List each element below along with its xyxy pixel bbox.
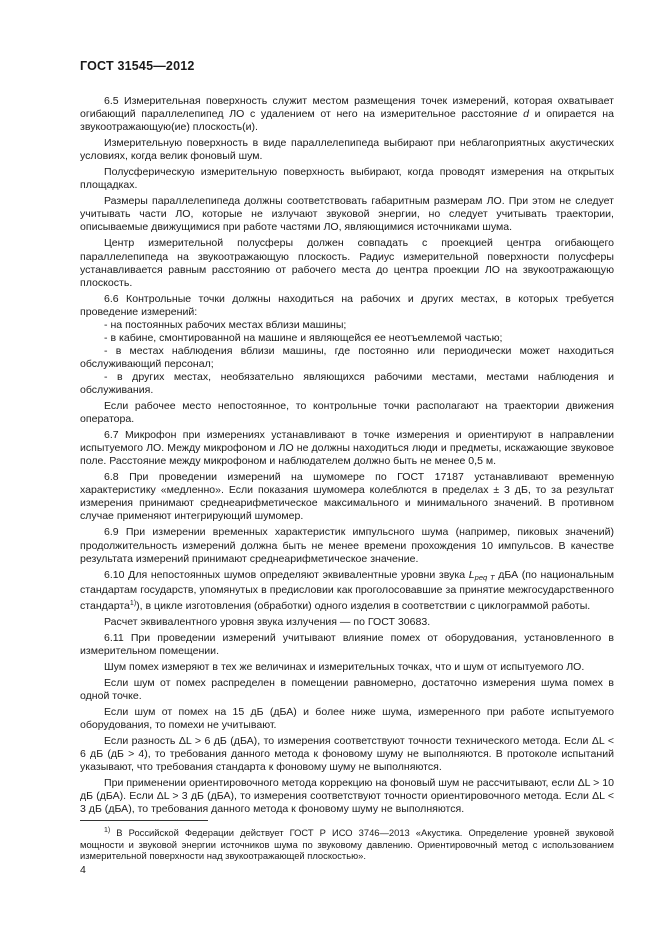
paragraph-6-9: 6.9 При измерении временных характеристик импульсного шума (например, пиковых значений) продолжительность измерений должна быть не менее времени прохождения 10 импульсов. В качестве результата измерений принимают среднеарифметическое значение. [80,526,614,565]
footnote-ref: 1) [129,599,137,607]
body-text [80,95,614,816]
list-item: - в местах наблюдения вблизи машины, где постоянно или периодически может находиться обслуживающий персонал; [80,344,614,370]
list-item: - в кабине, смонтированной на машине и являющейся ее неотъемлемой частью; [104,331,503,344]
standard-header: ГОСТ 31545—2012 [80,59,195,73]
paragraph: Центр измерительной полусферы должен совпадать с проекцией центра огибающего параллелепипеда на звукоотражающую плоскость. Радиус измерительной поверхности полусферы устанавливается равным расстоянию от рабочего места до центра проекции ЛО на звукоотражающую плоскость. [80,237,614,289]
paragraph-6-10: 6.10 Для непостоянных шумов определяют эквивалентные уровни звука $L_{peq T}$ дБА (по национальным стандартам государств, упомянутых в предисловии как проголосовавшие за принятие межгосударственного стандарта$^{1)}$), в цикле изготовления (обработки) одного изделия в соответствии с циклограммой работы. [80,568,615,612]
paragraph-6-6: 6.6 Контрольные точки должны находиться на рабочих и других местах, в которых требуется проведение измерений: [80,292,614,318]
footnote-divider [80,820,208,821]
page-number: 4 [80,864,86,876]
paragraph: При применении ориентировочного метода коррекцию на фоновый шум не рассчитывают, если ΔL > 10 дБ (дБА). Если ΔL > 3 дБ (дБА), то измерения соответствуют точности ориентировочного метода. Если ΔL < 3 дБ (дБА), то требования данного метода к фоновому шуму не выполняются. [80,777,614,816]
paragraph: Если разность ΔL > 6 дБ (дБА), то измерения соответствуют точности технического метода. Если ΔL < 6 дБ (дБ > 4), то требования данного метода к фоновому шуму не выполняются. В протоколе испытаний указывают, что требования стандарта к фоновому шуму не выполняются. [80,735,614,774]
paragraph-6-5: 6.5 Измерительная поверхность служит местом размещения точек измерений, которая охватывает огибающий параллелепипед ЛО с удалением от него на измерительное расстояние d и опирается на звукоотражающую(ие) плоскость(и). [80,95,614,134]
paragraph-6-7: 6.7 Микрофон при измерениях устанавливают в точке измерения и ориентируют в направлении испытуемого ЛО. Между микрофоном и ЛО не должны находиться люди и предметы, искажающие звуковое поле. Расстояние между микрофоном и наблюдателем должно быть не менее 0,5 м. [80,429,614,468]
paragraph: Полусферическую измерительную поверхность выбирают, когда проводят измерения на открытых площадках. [80,166,614,192]
paragraph: Размеры параллелепипеда должны соответствовать габаритным размерам ЛО. При этом не следует учитывать части ЛО, которые не излучают звуковой энергии, но следует учитывать траектории, описываемые движущимися при работе частями ЛО, являющимися источниками шума. [80,195,614,234]
paragraph: Если рабочее место непостоянное, то контрольные точки располагают на траектории движения оператора. [80,400,614,426]
footnote-marker: 1) [104,827,111,834]
paragraph: Если шум от помех распределен в помещении равномерно, достаточно измерения шума помех в одной точке. [80,676,614,702]
paragraph-6-8: 6.8 При проведении измерений на шумомере по ГОСТ 17187 устанавливают временную характеристику «медленно». Если показания шумомера колеблются в пределах ± 3 дБ, то за результат измерения принимают среднеарифметическое максимального и минимального значений. В противном случае применяют интегрирующий шумомер. [80,471,614,523]
footnote [80,825,614,862]
footnote-text: В Российской Федерации действует ГОСТ Р ИСО 3746—2013 «Акустика. Определение уровней звуковой мощности и звуковой энергии источников шума по звуковому давлению. Ориентировочный метод с использованием измерительной поверхности над звукоотражающей плоскостью». [80,827,614,862]
paragraph: Шум помех измеряют в тех же величинах и измерительных точках, что и шум от испытуемого ЛО. [104,660,585,673]
paragraph: Если шум от помех на 15 дБ (дБА) и более ниже шума, измеренного при работе испытуемого оборудования, то помехи не учитывают. [80,706,614,732]
paragraph: Расчет эквивалентного уровня звука излучения — по ГОСТ 30683. [104,615,431,628]
list-item: - в других местах, необязательно являющихся рабочими местами, местами наблюдения и обслуживания. [80,370,614,396]
list-item: - на постоянных рабочих местах вблизи машины; [104,318,347,331]
paragraph-6-11: 6.11 При проведении измерений учитывают влияние помех от оборудования, установленного в измерительном помещении. [80,631,614,657]
paragraph: Измерительную поверхность в виде параллелепипеда выбирают при неблагоприятных акустических условиях, когда велик фоновый шум. [80,137,614,163]
